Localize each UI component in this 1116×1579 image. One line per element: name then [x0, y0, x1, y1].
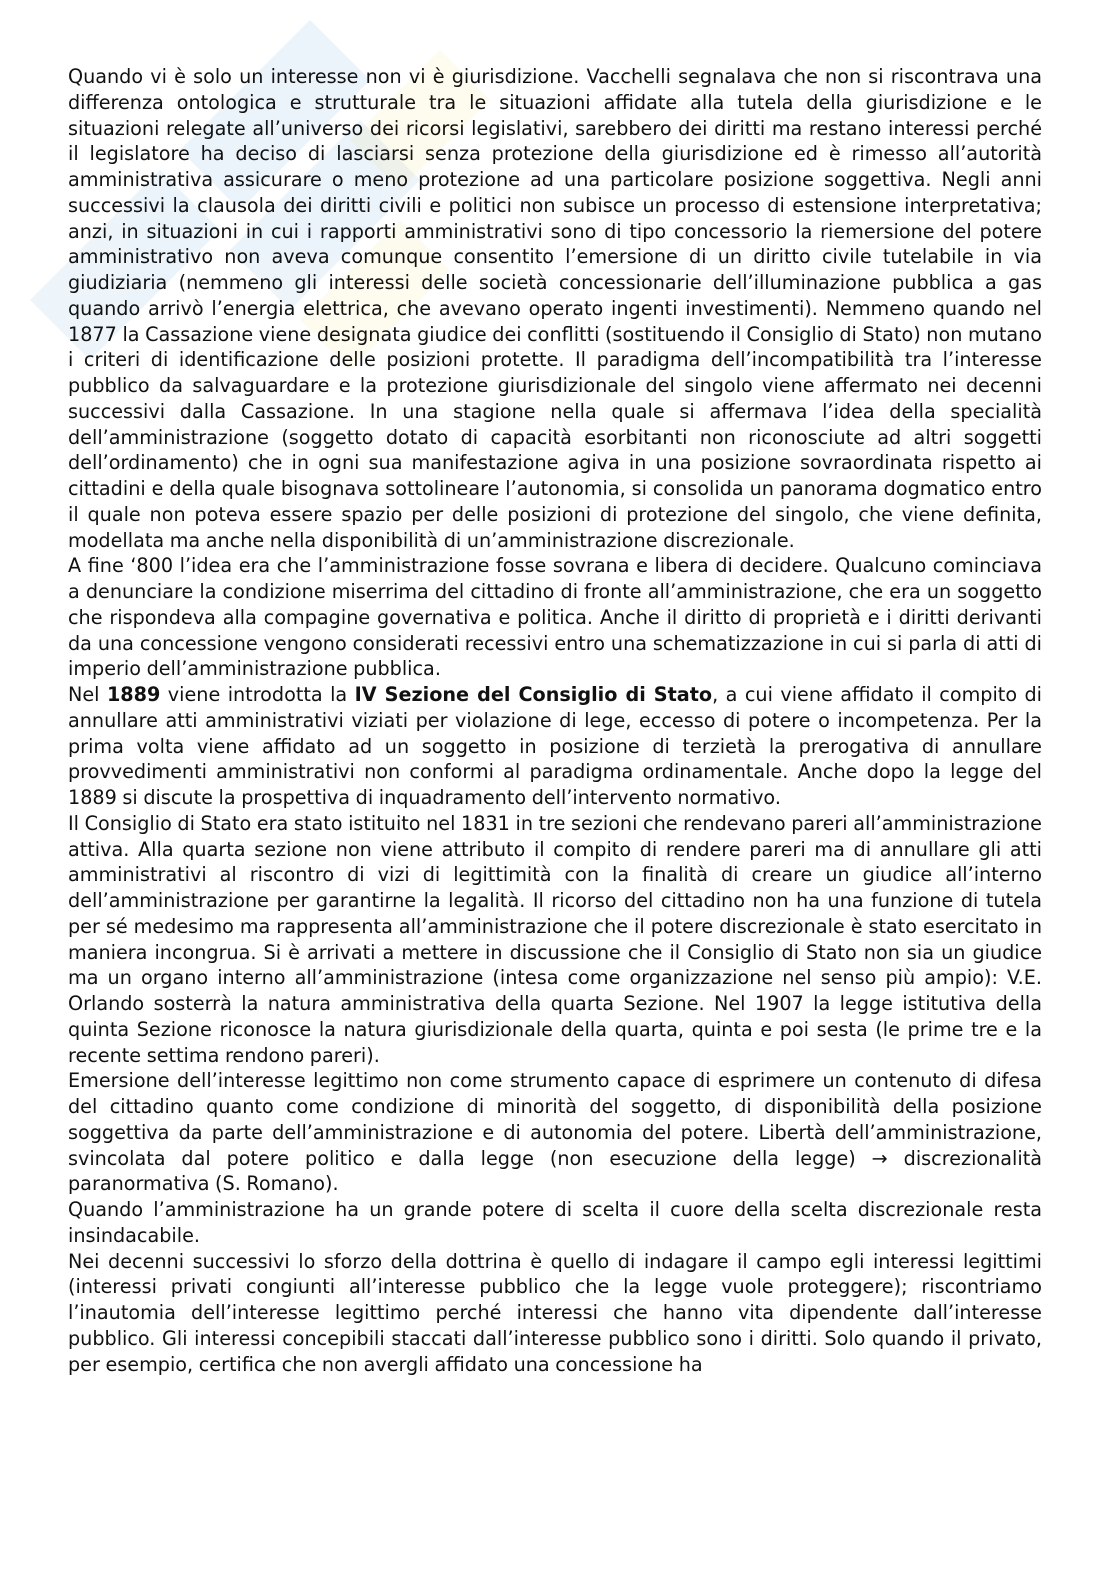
paragraph-3: [68, 682, 1042, 811]
paragraph-1: [68, 64, 1042, 553]
bold-iv-sezione: IV Sezione del Consiglio di Stato: [354, 683, 713, 706]
paragraph-4-text: Il Consiglio di Stato era stato istituito nel 1831 in tre sezioni che rendevano pareri all’amministrazione attiva. Alla quarta sezione non viene attributo il compito di rendere pareri ma di annullare gli atti amministrativi al riscontro di vizi di legittimità con la finalità di creare un giudice all’interno dell’amministrazione per garantirne la legalità. Il ricorso del cittadino non ha una funzione di tutela per sé medesimo ma rappresenta all’amministrazione che il potere discrezionale è stato esercitato in maniera incongrua. Si è arrivati a mettere in discussione che il Consiglio di Stato non sia un giudice ma un organo interno all’amministrazione (intesa come organizzazione nel senso più ampio): V.E. Orlando sosterrà la natura amministrativa della quarta Sezione. Nel 1907 la legge istitutiva della quinta Sezione riconosce la natura giurisdizionale della quarta, quinta e poi sesta (le prime tre e la recente settima rendono pareri).: [68, 811, 1042, 1067]
document-body: [68, 64, 1042, 1377]
paragraph-3-text-a: Nel: [68, 683, 107, 706]
paragraph-3-text-c: , a cui viene affidato il compito di annullare atti amministrativi viziati per violazione di lege, eccesso di potere o incompetenza. Per la prima volta viene affidato ad un soggetto in posizione di terzietà la prerogativa di annullare provvedimenti amministrativi non conformi al paradigma ordinamentale. Anche dopo la legge del 1889 si discute la prospettiva di inquadramento dell’intervento normativo.: [68, 683, 1043, 809]
paragraph-2-text: A fine ‘800 l’idea era che l’amministrazione fosse sovrana e libera di decidere. Qualcuno cominciava a denunciare la condizione miserrima del cittadino di fronte all’amministrazione, che era un soggetto che rispondeva alla compagine governativa e politica. Anche il diritto di proprietà e i diritti derivanti da una concessione vengono considerati recessivi entro una schematizzazione in cui si parla di atti di imperio dell’amministrazione pubblica.: [68, 554, 1042, 681]
paragraph-6: [68, 1197, 1042, 1249]
paragraph-1-text: Quando vi è solo un interesse non vi è giurisdizione. Vacchelli segnalava che non si riscontrava una differenza ontologica e strutturale tra le situazioni affidate alla tutela della giurisdizione e le situazioni relegate all’universo dei ricorsi legislativi, sarebbero dei diritti ma restano interessi perché il legislatore ha deciso di lasciarsi senza protezione della giurisdizione ed è rimesso all’autorità amministrativa assicurare o meno protezione ad una particolare posizione soggettiva. Negli anni successivi la clausola dei diritti civili e politici non subisce un processo di estensione interpretativa; anzi, in situazioni in cui i rapporti amministrativi sono di tipo concessorio la riemersione del potere amministrativo non aveva comunque consentito l’emersione di un diritto civile tutelabile in via giudiziaria (nemmeno gli interessi delle società concessionarie dell’illuminazione pubblica a gas quando arrivò l’energia elettrica, che avevano operato ingenti investimenti). Nemmeno quando nel 1877 la Cassazione viene designata giudice dei conflitti (sostituendo il Consiglio di Stato) non mutano i criteri di identificazione delle posizioni protette. Il paradigma dell’incompatibilità tra l’interesse pubblico da salvaguardare e la protezione giurisdizionale del singolo viene affermato nei decenni successivi dalla Cassazione. In una stagione nella quale si affermava l’idea della specialità dell’amministrazione (soggetto dotato di capacità esorbitanti non riconosciute ad altri soggetti dell’ordinamento) che in ogni sua manifestazione agiva in una posizione sovraordinata rispetto ai cittadini e della quale bisognava sottolineare l’autonomia, si consolida un panorama dogmatico entro il quale non poteva essere spazio per delle posizioni di protezione del singolo, che viene definita, modellata ma anche nella disponibilità di un’amministrazione discrezionale.: [68, 65, 1042, 552]
paragraph-4: [68, 811, 1042, 1069]
paragraph-3-text-b: viene introdotta la: [160, 683, 355, 706]
paragraph-7-text: Nei decenni successivi lo sforzo della dottrina è quello di indagare il campo egli interessi legittimi (interessi privati congiunti all’interesse pubblico che la legge vuole proteggere); riscontriamo l’inautomia dell’interesse legittimo perché interessi che hanno vita dipendente dall’interesse pubblico. Gli interessi concepibili staccati dall’interesse pubblico sono i diritti. Solo quando il privato, per esempio, certifica che non avergli affidato una concessione ha: [68, 1249, 1042, 1376]
paragraph-6-text: Quando l’amministrazione ha un grande potere di scelta il cuore della scelta discrezionale resta insindacabile.: [68, 1198, 1042, 1247]
bold-year-1889: 1889: [106, 683, 161, 706]
paragraph-7: [68, 1249, 1042, 1378]
paragraph-5: [68, 1068, 1042, 1197]
paragraph-2: [68, 553, 1042, 682]
paragraph-5-text: Emersione dell’interesse legittimo non come strumento capace di esprimere un contenuto di difesa del cittadino quanto come condizione di minorità del soggetto, di disponibilità della posizione soggettiva da parte dell’amministrazione e di autonomia del potere. Libertà dell’amministrazione, svincolata dal potere politico e dalla legge (non esecuzione della legge) → discrezionalità paranormativa (S. Romano).: [68, 1069, 1042, 1196]
